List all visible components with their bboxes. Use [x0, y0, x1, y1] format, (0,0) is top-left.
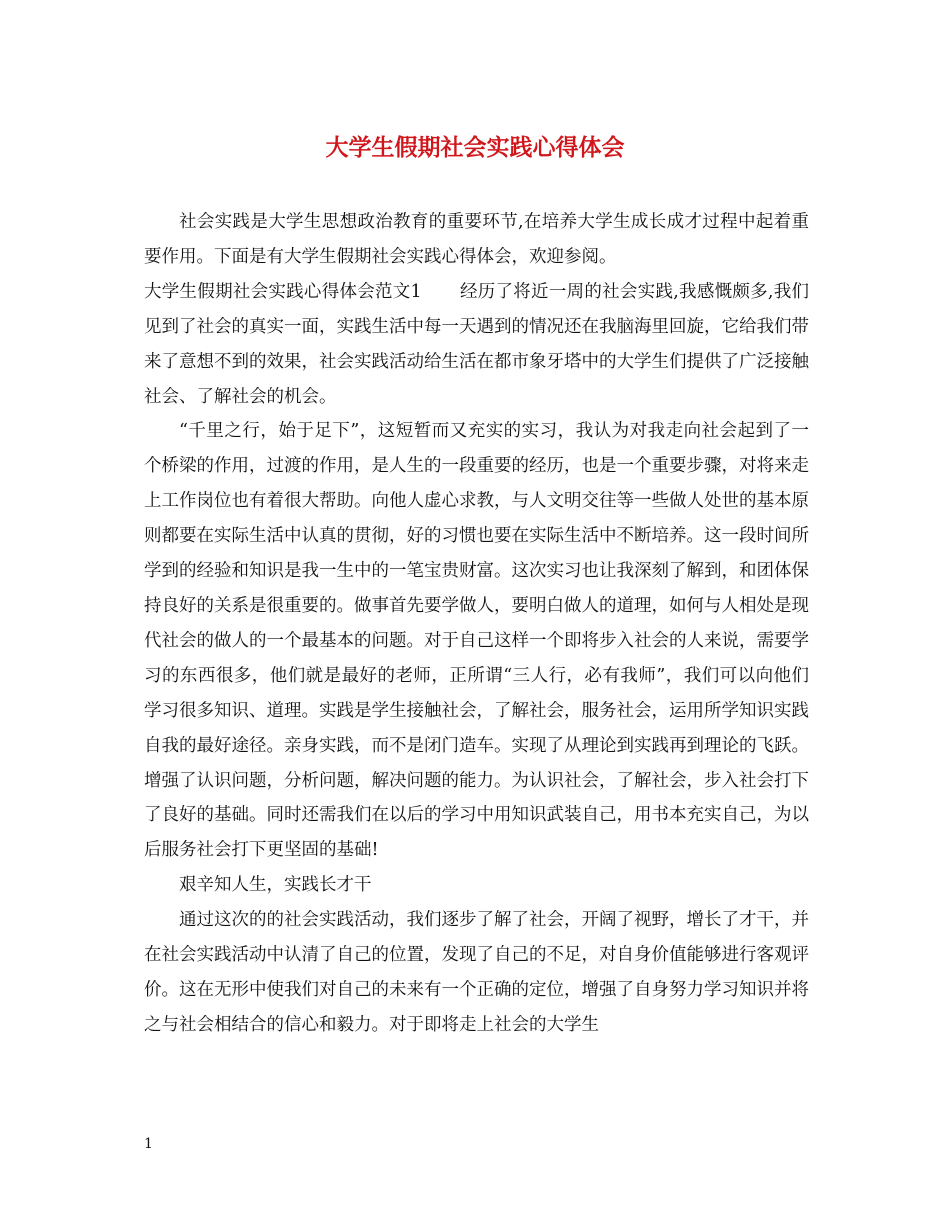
sample-label: 大学生假期社会实践心得体会范文1: [144, 281, 422, 302]
intro-paragraph: 社会实践是大学生思想政治教育的重要环节,在培养大学生成长成才过程中起着重要作用。下面是有大学生假期社会实践心得体会，欢迎参阅。: [144, 212, 809, 267]
practice-paragraph: “千里之行，始于足下”，这短暂而又充实的实习，我认为对我走向社会起到了一个桥梁的作用，过渡的作用，是人生的一段重要的经历，也是一个重要步骤，对将来走上工作岗位也有着很大帮助。向他人虚心求教，与人文明交往等一些做人处世的基本原则都要在实际生活中认真的贯彻，好的习惯也要在实际生活中不断培养。这一段时间所学到的经验和知识是我一生中的一笔宝贵财富。这次实习也让我深刻了解到，和团体保持良好的关系是很重要的。做事首先要学做人，要明白做人的道理，如何与人相处是现代社会的做人的一个最基本的问题。对于自己这样一个即将步入社会的人来说，需要学习的东西很多，他们就是最好的老师，正所谓“三人行，必有我师”，我们可以向他们学习很多知识、道理。实践是学生接触社会，了解社会，服务社会，运用所学知识实践自我的最好途径。亲身实践，而不是闭门造车。实现了从理论到实践再到理论的飞跃。增强了认识问题，分析问题，解决问题的能力。为认识社会，了解社会，步入社会打下了良好的基础。同时还需我们在以后的学习中用知识武装自己，用书本充实自己，为以后服务社会打下更坚固的基础!: [144, 421, 809, 861]
document-body: [144, 205, 809, 1043]
growth-paragraph: 通过这次的的社会实践活动，我们逐步了解了社会，开阔了视野，增长了才干，并在社会实践活动中认清了自己的位置，发现了自己的不足，对自身价值能够进行客观评价。这在无形中使我们对自己的未来有一个正确的定位，增强了自身努力学习知识并将之与社会相结合的信心和毅力。对于即将走上社会的大学生: [144, 910, 809, 1035]
sample-text: 经历了将近一周的社会实践,我感慨颇多,我们见到了社会的真实一面，实践生活中每一天遇到的情况还在我脑海里回旋，它给我们带来了意想不到的效果，社会实践活动给生活在都市象牙塔中的大学生们提供了广泛接触社会、了解社会的机会。: [144, 281, 810, 407]
section-heading: 艰辛知人生，实践长才干: [179, 875, 372, 896]
sample-paragraph: [144, 275, 809, 415]
page-number: 1: [144, 1136, 153, 1152]
document-title: 大学生假期社会实践心得体会: [325, 134, 625, 161]
